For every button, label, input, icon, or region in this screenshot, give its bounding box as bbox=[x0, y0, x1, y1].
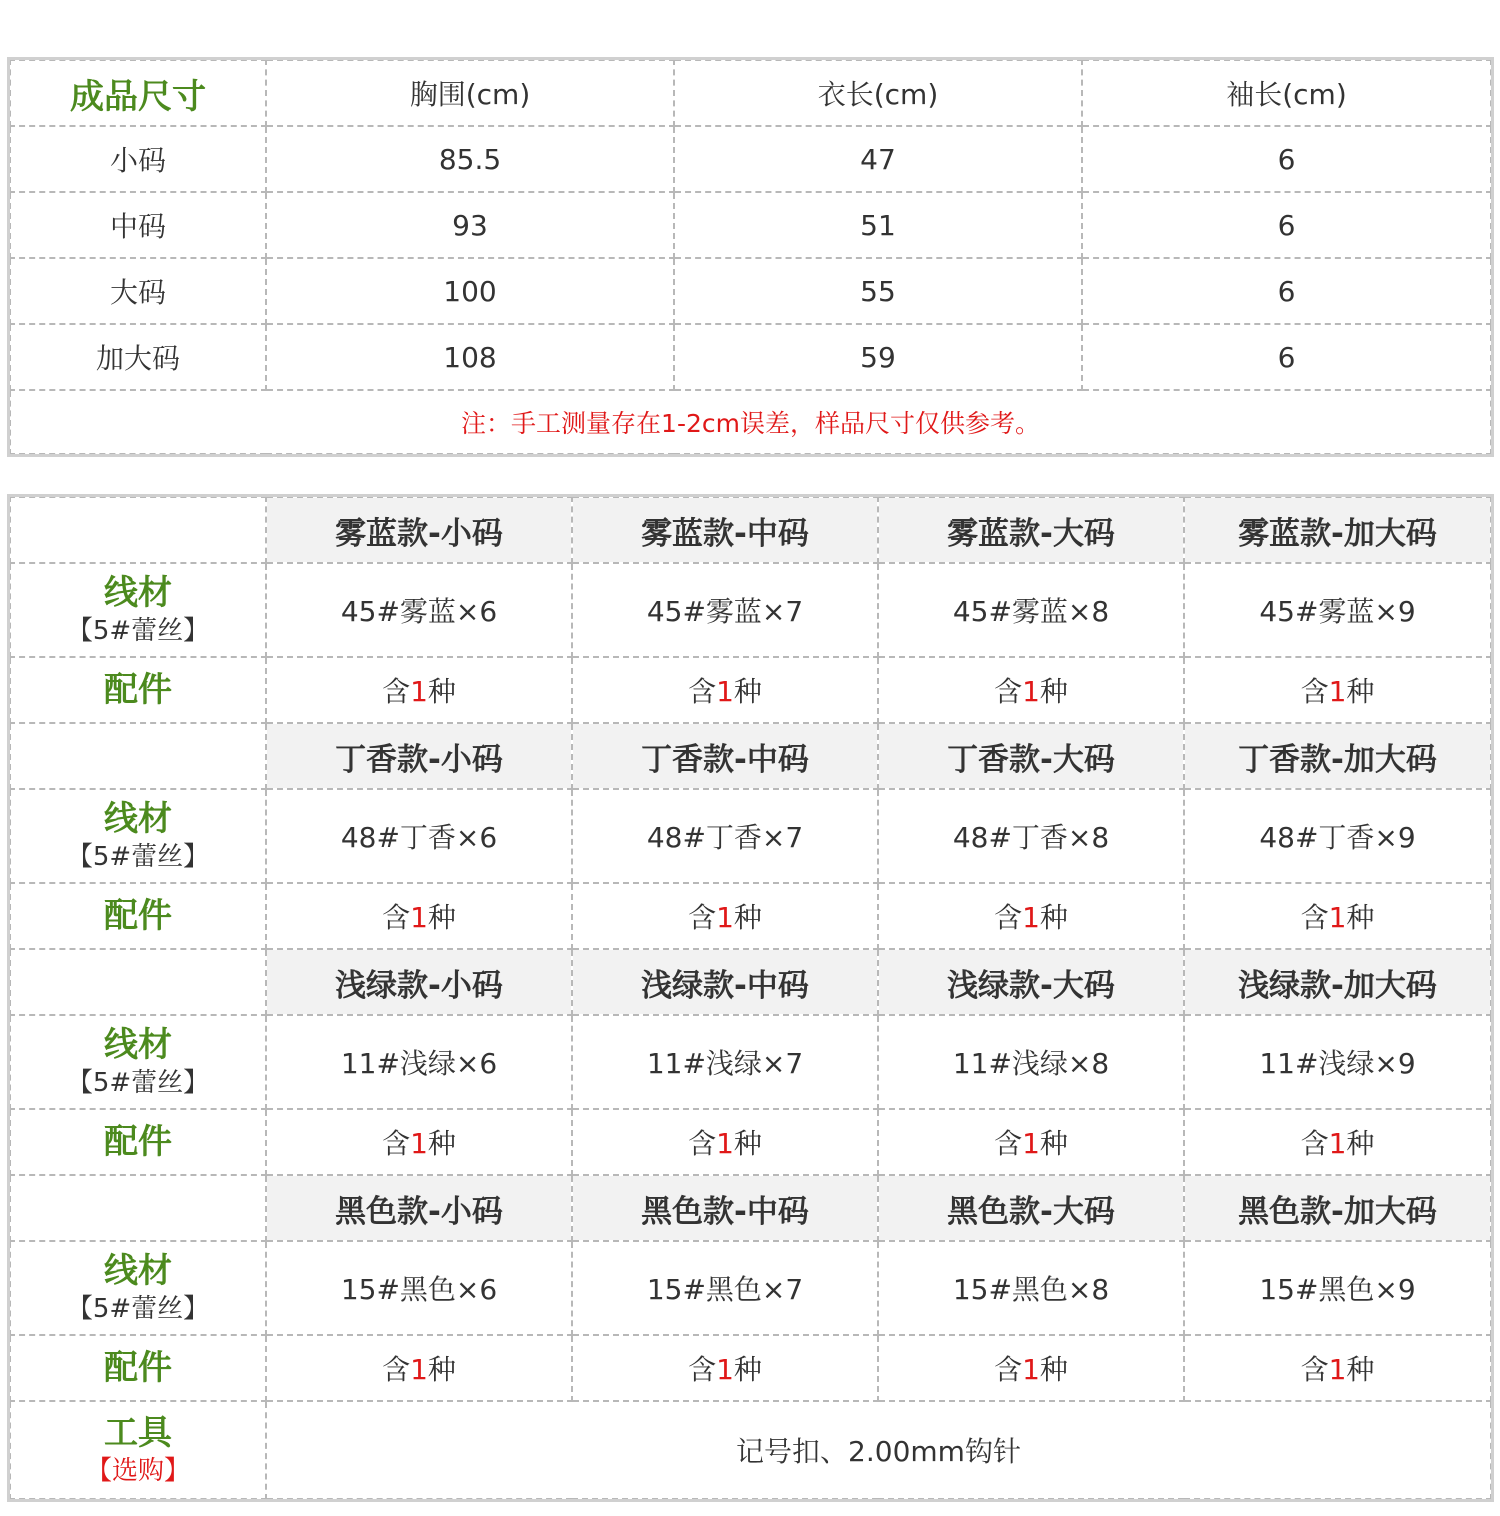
variant-size-header: 浅绿款-小码 bbox=[266, 949, 572, 1015]
accessory-count: 1 bbox=[1328, 1353, 1347, 1386]
accessory-amount bbox=[1184, 883, 1491, 949]
yarn-row bbox=[10, 1241, 1491, 1335]
yarn-amount: 15#黑色×6 bbox=[266, 1241, 572, 1335]
size-table bbox=[9, 59, 1492, 455]
yarn-amount: 11#浅绿×7 bbox=[572, 1015, 878, 1109]
accessory-amount bbox=[572, 883, 878, 949]
accessory-row bbox=[10, 657, 1491, 723]
blank-cell bbox=[10, 723, 266, 789]
accessory-count: 1 bbox=[716, 1353, 734, 1386]
variant-size-header: 雾蓝款-小码 bbox=[266, 497, 572, 563]
accessory-amount bbox=[1184, 657, 1491, 723]
variant-size-header: 丁香款-加大码 bbox=[1184, 723, 1491, 789]
variant-size-header: 雾蓝款-中码 bbox=[572, 497, 878, 563]
size-label: 小码 bbox=[10, 126, 266, 192]
size-row bbox=[10, 324, 1491, 390]
size-table-title: 成品尺寸 bbox=[10, 60, 266, 126]
accessory-label: 配件 bbox=[104, 670, 172, 710]
yarn-label-cell bbox=[10, 1015, 266, 1109]
accessory-count: 1 bbox=[1022, 1127, 1040, 1160]
accessory-prefix: 含 bbox=[994, 1353, 1023, 1386]
accessory-count: 1 bbox=[410, 675, 428, 708]
accessory-suffix: 种 bbox=[1039, 675, 1068, 708]
note-row bbox=[10, 390, 1491, 454]
accessory-suffix: 种 bbox=[733, 1353, 762, 1386]
accessory-amount bbox=[266, 657, 572, 723]
yarn-amount: 48#丁香×7 bbox=[572, 789, 878, 883]
tool-row bbox=[10, 1401, 1491, 1499]
header-sleeve: 袖长(cm) bbox=[1082, 60, 1491, 126]
length-value: 51 bbox=[674, 192, 1082, 258]
variant-size-header: 黑色款-加大码 bbox=[1184, 1175, 1491, 1241]
accessory-count: 1 bbox=[410, 1353, 428, 1386]
accessory-label-cell bbox=[10, 883, 266, 949]
variant-size-header: 浅绿款-中码 bbox=[572, 949, 878, 1015]
chest-value: 108 bbox=[266, 324, 674, 390]
yarn-row bbox=[10, 563, 1491, 657]
header-length: 衣长(cm) bbox=[674, 60, 1082, 126]
yarn-type: 【5#蕾丝】 bbox=[66, 1294, 210, 1324]
accessory-amount bbox=[878, 883, 1184, 949]
yarn-amount: 45#雾蓝×7 bbox=[572, 563, 878, 657]
accessory-suffix: 种 bbox=[427, 1127, 456, 1160]
accessory-count: 1 bbox=[716, 675, 734, 708]
variant-size-header: 雾蓝款-加大码 bbox=[1184, 497, 1491, 563]
accessory-prefix: 含 bbox=[1300, 901, 1329, 934]
accessory-count: 1 bbox=[1022, 901, 1040, 934]
sleeve-value: 6 bbox=[1082, 324, 1491, 390]
yarn-label-cell bbox=[10, 789, 266, 883]
yarn-label: 线材 bbox=[104, 1025, 172, 1065]
yarn-amount: 48#丁香×9 bbox=[1184, 789, 1491, 883]
accessory-prefix: 含 bbox=[688, 675, 717, 708]
yarn-label-cell bbox=[10, 563, 266, 657]
blank-cell bbox=[10, 497, 266, 563]
yarn-row bbox=[10, 1015, 1491, 1109]
variant-size-header: 黑色款-中码 bbox=[572, 1175, 878, 1241]
accessory-label: 配件 bbox=[104, 1122, 172, 1162]
accessory-suffix: 种 bbox=[427, 1353, 456, 1386]
accessory-suffix: 种 bbox=[1346, 901, 1375, 934]
accessory-suffix: 种 bbox=[1039, 1353, 1068, 1386]
accessory-suffix: 种 bbox=[733, 675, 762, 708]
accessory-amount bbox=[572, 1335, 878, 1401]
tool-label: 工具 bbox=[104, 1413, 172, 1453]
accessory-suffix: 种 bbox=[1346, 1127, 1375, 1160]
accessory-prefix: 含 bbox=[994, 901, 1023, 934]
yarn-amount: 15#黑色×9 bbox=[1184, 1241, 1491, 1335]
variant-size-header: 丁香款-中码 bbox=[572, 723, 878, 789]
size-row bbox=[10, 258, 1491, 324]
accessory-amount bbox=[572, 657, 878, 723]
accessory-amount bbox=[878, 1335, 1184, 1401]
accessory-amount bbox=[266, 1335, 572, 1401]
yarn-amount: 15#黑色×8 bbox=[878, 1241, 1184, 1335]
accessory-suffix: 种 bbox=[1346, 1353, 1375, 1386]
materials-body bbox=[10, 497, 1491, 1499]
accessory-row bbox=[10, 883, 1491, 949]
measurement-note: 注：手工测量存在1-2cm误差，样品尺寸仅供参考。 bbox=[10, 390, 1491, 454]
accessory-count: 1 bbox=[716, 901, 734, 934]
yarn-row bbox=[10, 789, 1491, 883]
accessory-suffix: 种 bbox=[733, 1127, 762, 1160]
size-row bbox=[10, 126, 1491, 192]
length-value: 55 bbox=[674, 258, 1082, 324]
yarn-amount: 11#浅绿×9 bbox=[1184, 1015, 1491, 1109]
accessory-amount bbox=[266, 883, 572, 949]
length-value: 47 bbox=[674, 126, 1082, 192]
accessory-prefix: 含 bbox=[688, 1127, 717, 1160]
size-label: 加大码 bbox=[10, 324, 266, 390]
variant-size-header: 黑色款-大码 bbox=[878, 1175, 1184, 1241]
accessory-prefix: 含 bbox=[994, 675, 1023, 708]
chest-value: 100 bbox=[266, 258, 674, 324]
yarn-amount: 11#浅绿×8 bbox=[878, 1015, 1184, 1109]
accessory-suffix: 种 bbox=[427, 901, 456, 934]
blank-cell bbox=[10, 1175, 266, 1241]
accessory-amount bbox=[878, 657, 1184, 723]
accessory-prefix: 含 bbox=[1300, 1127, 1329, 1160]
accessory-suffix: 种 bbox=[1039, 901, 1068, 934]
accessory-label-cell bbox=[10, 1109, 266, 1175]
variant-header-row bbox=[10, 497, 1491, 563]
tool-optional-tag: 【选购】 bbox=[85, 1456, 190, 1486]
yarn-amount: 45#雾蓝×6 bbox=[266, 563, 572, 657]
accessory-prefix: 含 bbox=[382, 675, 411, 708]
accessory-suffix: 种 bbox=[733, 901, 762, 934]
accessory-prefix: 含 bbox=[382, 901, 411, 934]
accessory-count: 1 bbox=[1022, 675, 1040, 708]
accessory-count: 1 bbox=[410, 1127, 428, 1160]
chest-value: 93 bbox=[266, 192, 674, 258]
accessory-suffix: 种 bbox=[427, 675, 456, 708]
accessory-amount bbox=[572, 1109, 878, 1175]
chest-value: 85.5 bbox=[266, 126, 674, 192]
header-chest: 胸围(cm) bbox=[266, 60, 674, 126]
accessory-row bbox=[10, 1109, 1491, 1175]
yarn-label: 线材 bbox=[104, 1251, 172, 1291]
variant-header-row bbox=[10, 949, 1491, 1015]
yarn-amount: 45#雾蓝×9 bbox=[1184, 563, 1491, 657]
accessory-prefix: 含 bbox=[688, 901, 717, 934]
accessory-amount bbox=[1184, 1335, 1491, 1401]
accessory-prefix: 含 bbox=[1300, 1353, 1329, 1386]
variant-size-header: 浅绿款-加大码 bbox=[1184, 949, 1491, 1015]
variant-header-row bbox=[10, 1175, 1491, 1241]
sleeve-value: 6 bbox=[1082, 258, 1491, 324]
yarn-label: 线材 bbox=[104, 799, 172, 839]
size-label: 中码 bbox=[10, 192, 266, 258]
accessory-label: 配件 bbox=[104, 896, 172, 936]
accessory-suffix: 种 bbox=[1039, 1127, 1068, 1160]
accessory-amount bbox=[878, 1109, 1184, 1175]
accessory-prefix: 含 bbox=[382, 1353, 411, 1386]
accessory-amount bbox=[1184, 1109, 1491, 1175]
length-value: 59 bbox=[674, 324, 1082, 390]
accessory-prefix: 含 bbox=[994, 1127, 1023, 1160]
yarn-amount: 48#丁香×6 bbox=[266, 789, 572, 883]
accessory-label-cell bbox=[10, 657, 266, 723]
variant-size-header: 丁香款-小码 bbox=[266, 723, 572, 789]
accessory-suffix: 种 bbox=[1346, 675, 1375, 708]
yarn-amount: 48#丁香×8 bbox=[878, 789, 1184, 883]
yarn-amount: 11#浅绿×6 bbox=[266, 1015, 572, 1109]
tool-value: 记号扣、2.00mm钩针 bbox=[266, 1401, 1491, 1499]
yarn-label: 线材 bbox=[104, 573, 172, 613]
accessory-count: 1 bbox=[716, 1127, 734, 1160]
accessory-prefix: 含 bbox=[1300, 675, 1329, 708]
sleeve-value: 6 bbox=[1082, 126, 1491, 192]
variant-size-header: 浅绿款-大码 bbox=[878, 949, 1184, 1015]
materials-table bbox=[9, 496, 1492, 1500]
yarn-amount: 45#雾蓝×8 bbox=[878, 563, 1184, 657]
variant-size-header: 雾蓝款-大码 bbox=[878, 497, 1184, 563]
size-label: 大码 bbox=[10, 258, 266, 324]
accessory-row bbox=[10, 1335, 1491, 1401]
accessory-prefix: 含 bbox=[688, 1353, 717, 1386]
variant-size-header: 丁香款-大码 bbox=[878, 723, 1184, 789]
accessory-count: 1 bbox=[1022, 1353, 1040, 1386]
accessory-amount bbox=[266, 1109, 572, 1175]
size-header-row bbox=[10, 60, 1491, 126]
tool-label-cell bbox=[10, 1401, 266, 1499]
yarn-type: 【5#蕾丝】 bbox=[66, 616, 210, 646]
accessory-label: 配件 bbox=[104, 1348, 172, 1388]
blank-cell bbox=[10, 949, 266, 1015]
sleeve-value: 6 bbox=[1082, 192, 1491, 258]
accessory-label-cell bbox=[10, 1335, 266, 1401]
accessory-count: 1 bbox=[410, 901, 428, 934]
size-row bbox=[10, 192, 1491, 258]
accessory-prefix: 含 bbox=[382, 1127, 411, 1160]
variant-size-header: 黑色款-小码 bbox=[266, 1175, 572, 1241]
accessory-count: 1 bbox=[1328, 1127, 1347, 1160]
yarn-label-cell bbox=[10, 1241, 266, 1335]
accessory-count: 1 bbox=[1328, 901, 1347, 934]
accessory-count: 1 bbox=[1328, 675, 1347, 708]
yarn-amount: 15#黑色×7 bbox=[572, 1241, 878, 1335]
yarn-type: 【5#蕾丝】 bbox=[66, 842, 210, 872]
variant-header-row bbox=[10, 723, 1491, 789]
yarn-type: 【5#蕾丝】 bbox=[66, 1068, 210, 1098]
